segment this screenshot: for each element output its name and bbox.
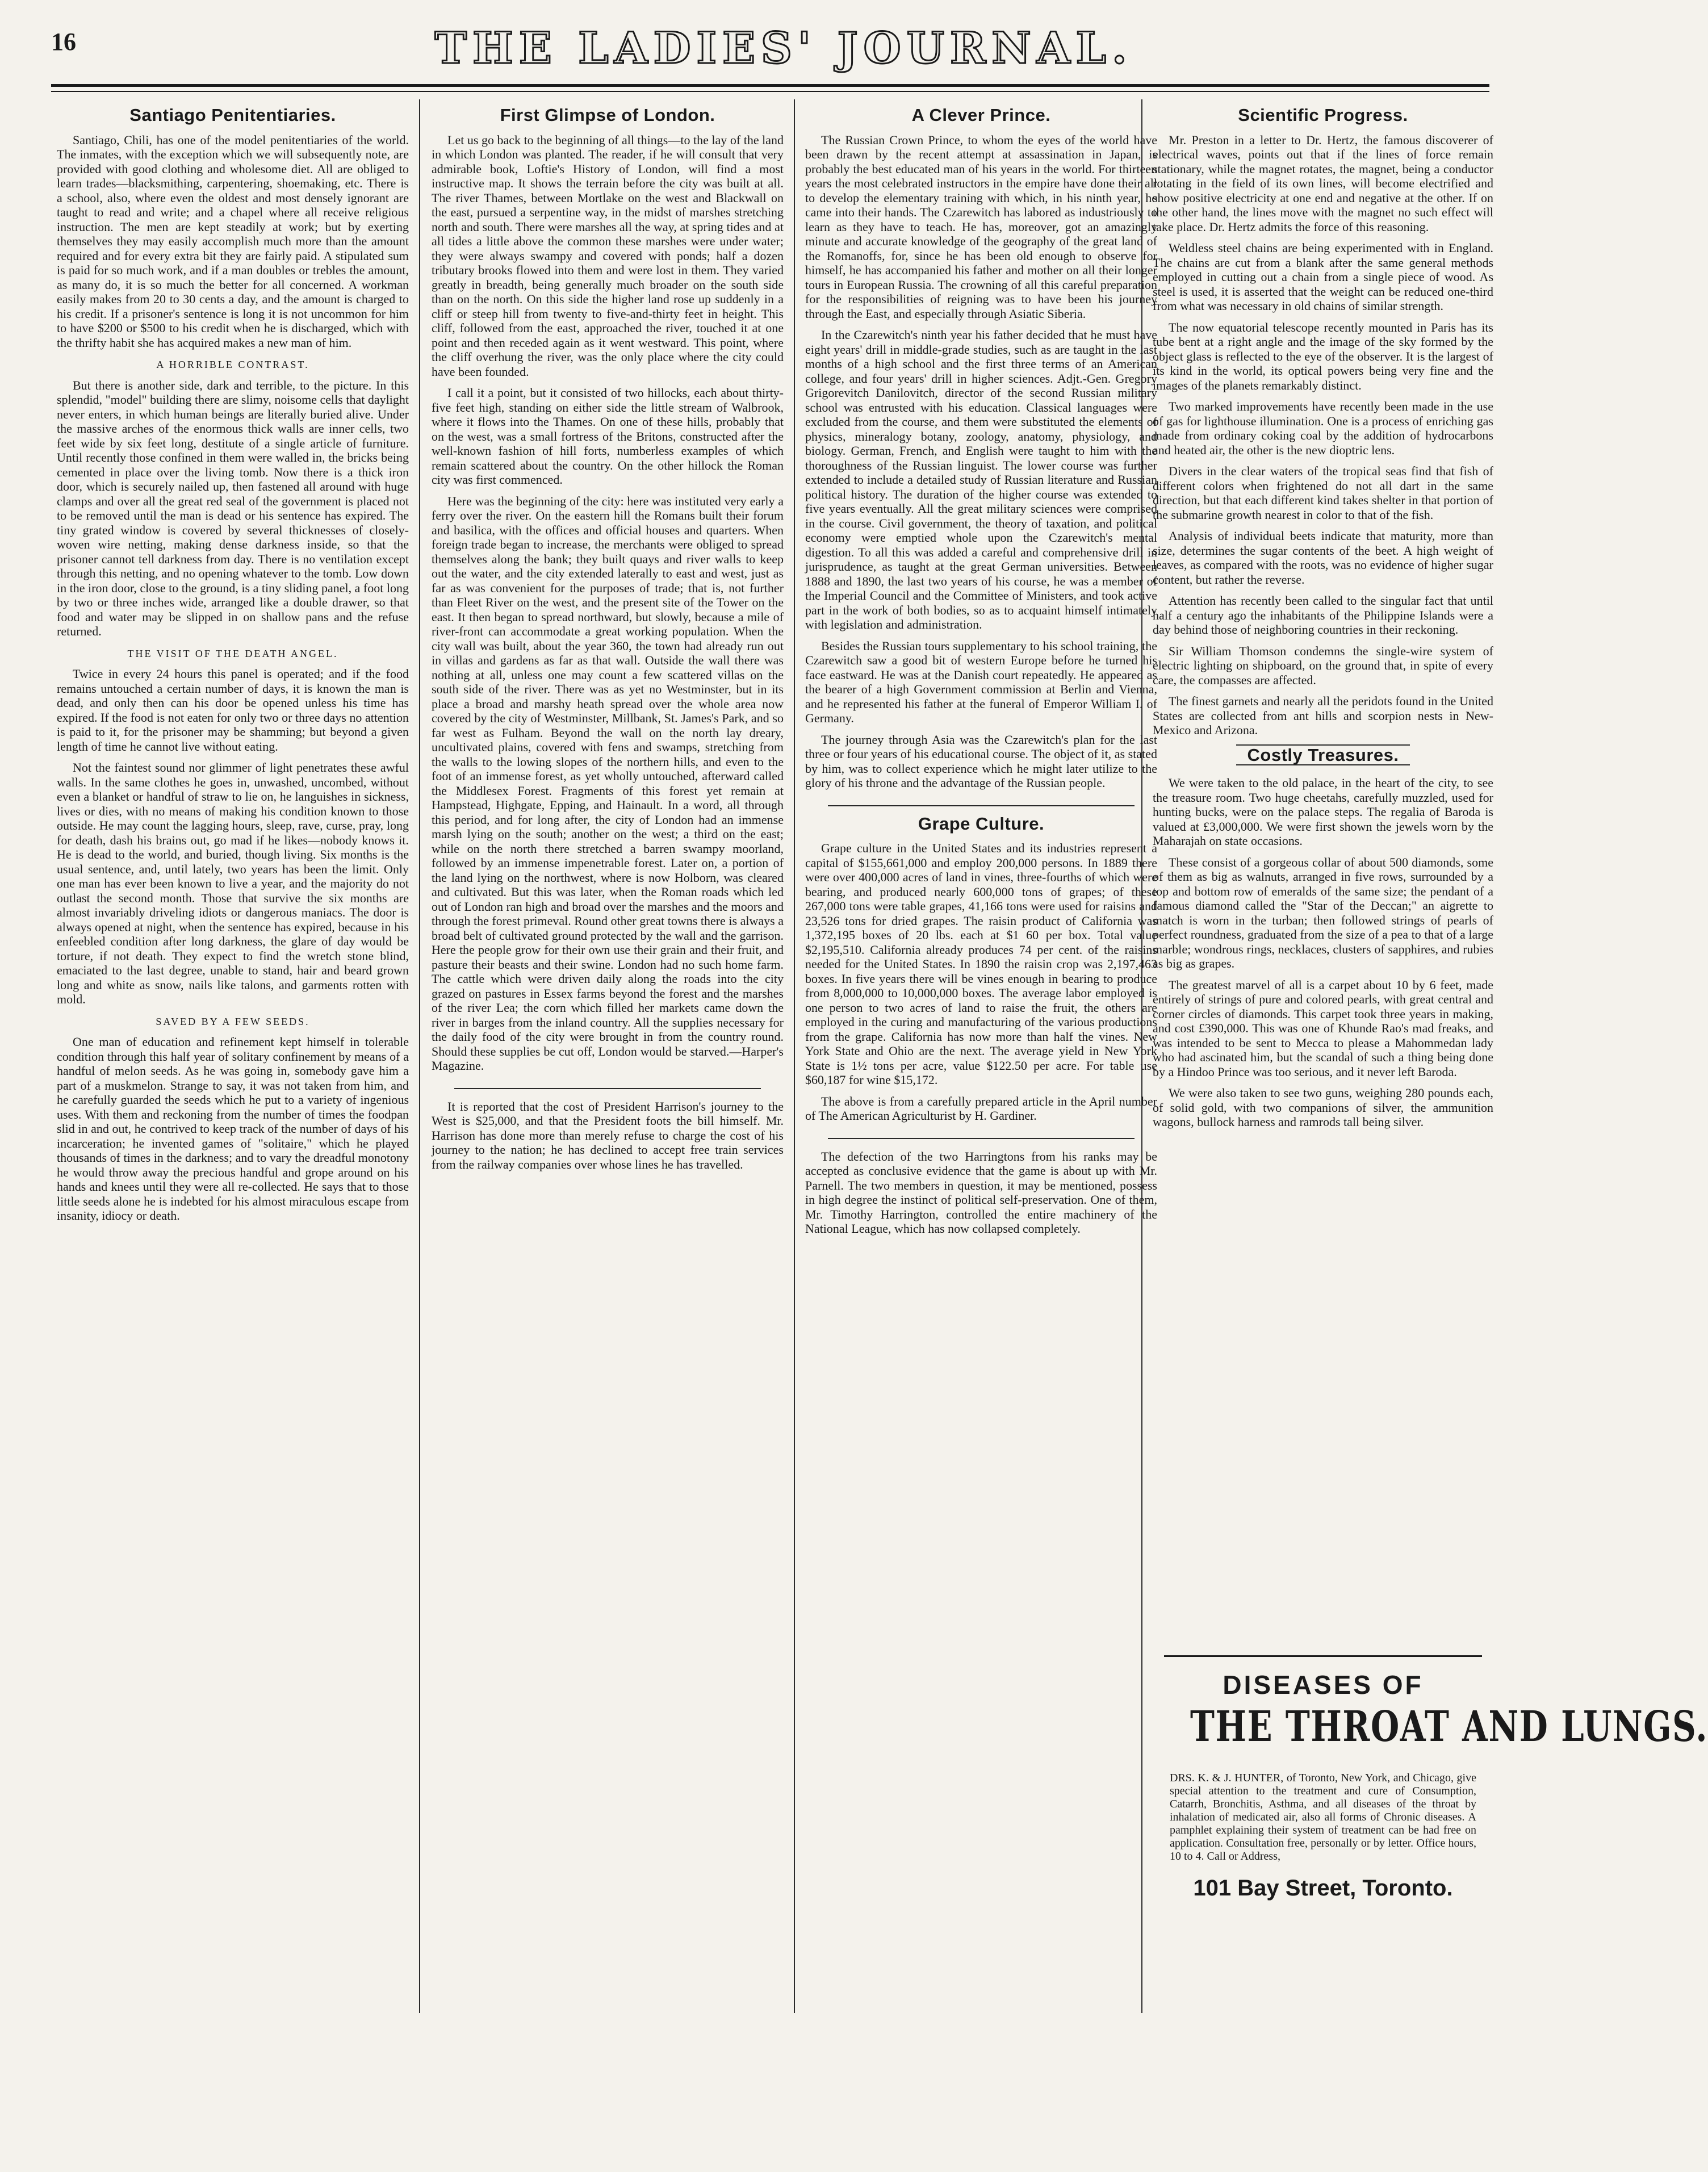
article-heading: Santiago Penitentiaries. xyxy=(129,105,336,125)
article-paragraph: These consist of a gorgeous collar of about 500 diamonds, some of them as big as walnuts, arranged in five rows, surrounded by a top and bottom row of emeralds of the same size; the pendant of a famous diamond called the "Star of the Deccan;" an aigrette to match is worn in the turban; then followed strings of pearls of perfect roundness, graduated from the size of a pea to that of a large marble; wondrous rings, necklaces, clusters of sapphires, and rubies as big as grapes. xyxy=(1153,855,1493,970)
section-divider xyxy=(828,1138,1135,1139)
article-subheading: A HORRIBLE CONTRAST. xyxy=(156,359,309,370)
article-paragraph: Santiago, Chili, has one of the model penitentiaries of the world. The inmates, with the exception which we will subsequently note, are provided with good clothing and wholesome diet. All are obliged to learn trades—blacksmithing, carpentering, shoemaking, etc. There is a school, also, where even the oldest and most densely ignorant are taught to read and write; and a chapel where all receive religious instruction. The men are kept steadily at work; but by exerting themselves they may easily accomplish much more than the amount required and for every extra bit they are fairly paid. A stipulated sum is paid for so much work, and if a man doubles or trebles the amount, as many do, it is so much the better for all concerned. A workman easily makes from 20 to 30 cents a day, and the amount is charged to his credit. If a prisoner's sentence is long it is not uncommon for him to have $200 or $500 to his credit when he is discharged, which with the thrifty habit she has acquired makes a new man of him. xyxy=(57,132,409,350)
ad-headline: DISEASES OF xyxy=(1223,1670,1424,1700)
article-first-glimpse-of-london xyxy=(432,102,784,1783)
article-paragraph: Twice in every 24 hours this panel is operated; and if the food remains untouched a certain number of days, it is known the man is dead, and only then can his door be opened unless his time has expired. If the food is not eaten for only two or three days no attention is paid to it, for the prisoner may be shamming; but beyond a given length of time he cannot live without eating. xyxy=(57,667,409,754)
masthead-rule xyxy=(51,84,1489,87)
column-divider xyxy=(419,99,420,2013)
article-paragraph: Grape culture in the United States and its industries represent a capital of $155,661,000 and employ 200,000 persons. In 1889 there were over 400,000 acres of land in vines, three-fourths of which were bearing, and produced nearly 600,000 tons of grapes; of these 267,000 tons were table grapes, 41,166 tons were used for raisins and 23,526 tons for dried grapes. The raisin product of California was 1,372,195 boxes of 20 lbs. each at $1 60 per box. Total value $2,195,510. California already produces 74 per cent. of the raisins needed for the United States. In 1890 the raisin crop was 2,197,463 boxes. In five years there will be vines enough in bearing to produce from 8,000,000 to 10,000,000 boxes. The average labor employed is one person to two acres of land to raise the fruit, the others are employed in the curing and manufacturing of the various productions from the grape. California has now more than half the vines. New York State and Ohio are the next. The average yield in New York State is 1½ tons per acre, value $122.50 per acre. For table use $60,187 for wine $15,172. xyxy=(805,841,1157,1087)
article-santiago-penitentiaries xyxy=(57,102,409,2010)
article-paragraph: Let us go back to the beginning of all things—to the lay of the land in which London was planted. The reader, if he will consult that very admirable book, Loftie's History of London, will find a most instructive map. It shows the terrain before the city was built at all. The river Thames, between Mortlake on the west and Blackwall on the east, pursued a serpentine way, in the midst of marshes stretching north and south. There were marshes all the way, at spring tides and at all tides a little above the common these marshes were under water; they were always swampy and covered with ponds; half a dozen tributary brooks flowed into them and were lost in them. They varied greatly in breadth, being generally much broader on the south side than on the north. On this side the higher land rose up suddenly in a cliff or steep hill from twenty to five-and-thirty feet in height. This cliff, followed from the east, approached the river, touched it at one point and then receded again as it went westward. This point, where the cliff overhung the river, was the only place where the city could have been founded. xyxy=(432,132,784,379)
article-paragraph: We were taken to the old palace, in the heart of the city, to see the treasure room. Two huge cheetahs, carefully muzzled, used for hunting bucks, were on the palace steps. The regalia of Baroda is valued at £3,000,000. We were first shown the jewels worn by the Maharajah on state occasions. xyxy=(1153,776,1493,848)
article-paragraph: But there is another side, dark and terrible, to the picture. In this splendid, "model" building there are slimy, noisome cells that daylight never enters, in which human beings are literally buried alive. Under the massive arches of the enormous thick walls are inner cells, two feet wide by six feet long, destitute of a single article of furniture. Until recently those confined in them were walled in, the bricks being cemented in place over the living tomb. Now there is a thick iron door, which is securely nailed up, then fastened all around with huge clamps and over all the great red seal of the government is placed not to be removed until the man is dead or his sentence has expired. The tiny grated window is covered by several thicknesses of closely-woven wire netting, making dense darkness inside, so that the prisoner cannot tell darkness from day. There is no ventilation except through this netting, and no opening whatever to the tomb. Low down in the iron door, close to the ground, is a tiny sliding panel, a foot long by two or three inches wide, arranged like a double drawer, so that food and water may be slipped in on shallow pans and the refuse returned. xyxy=(57,378,409,638)
article-paragraph: The greatest marvel of all is a carpet about 10 by 6 feet, made entirely of strings of pure and colored pearls, with great central and corner circles of diamonds. This carpet took three years in making, and cost £390,000. This was one of Khunde Rao's mad freaks, and was intended to be sent to Mecca to please a Mahommedan lady who had ascinated him, but the scandal of such a thing being done by a Hindoo Prince was too serious, and it never left Baroda. xyxy=(1153,977,1493,1079)
ad-body-text: DRS. K. & J. HUNTER, of Toronto, New York, and Chicago, give special attention to the treatment and cure of Consumption, Catarrh, Bronchitis, Asthma, and all diseases of the throat by inhalation of medicated air, also all forms of Chronic diseases. A pamphlet explaining their system of treatment can be had free on application. Consultation free, personally or by letter. Office hours, 10 to 4. Call or Address, xyxy=(1170,1772,1476,1863)
article-paragraph: Here was the beginning of the city: here was instituted very early a ferry over the river. On the eastern hill the Romans built their forum and basilica, with the offices and official houses and quarters. When foreign trade began to increase, the merchants were obliged to spread themselves along the bank; they built quays and river walls to keep out the water, and the city extended laterally to east and west, just as far as was convenient for the purposes of trade; that is, not further than Fleet River on the west, and the present site of the Tower on the east. It then began to spread northward, but slowly, because a mile of river-front can accommodate a great working population. When the city wall was built, about the year 360, the town had already run out in villas and gardens as far as that wall. Outside the wall there was nothing at all, unless one may count a few scattered villas on the south side of the river. There was as yet no Westminster, but in its place a broad and marshy heath spread over the whole area now covered by the city of Westminster, Millbank, St. James's Park, and so far west as Fulham. Beyond the wall on the north lay dreary, uncultivated plains, covered with fens and swamps, stretching from the walls to the lowing slopes of the northern hills, and even to the foot of an immense forest, as yet wholly untouched, afterward called the Middlesex Forest. Fragments of this forest yet remain at Hampstead, Highgate, Epping, and Hainault. In a word, all through this period, and for long after, the city of London had an immense marsh lying on the south; another on the west; a third on the east; while on the north there stretched a barren swampy moorland, followed by an immense impenetrable forest. Later on, a portion of the land lying on the northwest, where is now Holborn, was cleared and cultivated. But this was later, when the Roman roads which led out of London ran high and broad over the marshes and the moors and through the forest primeval. Round other great towns there is always a broad belt of cultivated ground protected by the wall and the garrison. Here the people grow for their own use their grain and their fruit, and pasture their beasts and their swine. London had no such home farm. The cattle which were driven daily along the roads into the city grazed on pastures in Essex farms beyond the forest and the marshes of the river Lea; the corn which filled her markets came down the river in barges from the inland country. All the supplies necessary for the daily food of the city were brought in from the country round. Should these supplies be cut off, London would be starved.—Harper's Magazine. xyxy=(432,493,784,1073)
ad-top-rule xyxy=(1164,1655,1482,1657)
article-paragraph: The finest garnets and nearly all the peridots found in the United States are collected from ant hills and scorpion nests in New-Mexico and Arizona. xyxy=(1153,694,1493,737)
article-paragraph: Not the faintest sound nor glimmer of light penetrates these awful walls. In the same clothes he goes in, unwashed, uncombed, without even a blanket or handful of straw to lie on, he languishes in sickness, lives or dies, with no means of making his condition known to those outside. He may count the lagging hours, sleep, rave, curse, pray, long for death, dash his brains out, go mad if he likes—nobody knows it. He is dead to the world, and buried, though living. Six months is the usual sentence, and, until lately, two years has been the limit. Only one man has ever been known to live a year, and the majority do not outlast the second month. Those that survive the six months are almost invariably driveling idiots or dangerous maniacs. The door is always opened at night, when the sentence has expired, because in his enfeebled condition after long darkness, the glare of day would be torture, if not death. They expect to find the wretch stone blind, emaciated to the last degree, unable to stand, hair and beard grown long and white as snow, nails like talons, and garments rotten with mold. xyxy=(57,760,409,1006)
article-subheading: THE VISIT OF THE DEATH ANGEL. xyxy=(127,647,338,659)
column-divider xyxy=(794,99,795,2013)
article-paragraph: Mr. Preston in a letter to Dr. Hertz, the famous discoverer of electrical waves, points out that if the lines of force remain stationary, while the magnet rotates, the magnet, being a conductor rotating in the field of its own lines, will become electrified and show positive electricity at one end and negative at the other. If on the other hand, the lines move with the magnet no such effect will take place. Dr. Hertz admits the force of this reasoning. xyxy=(1153,132,1493,234)
masthead-title: THE LADIES' JOURNAL. xyxy=(434,23,1133,73)
article-heading: A Clever Prince. xyxy=(911,105,1051,125)
article-paragraph: One man of education and refinement kept himself in tolerable condition through this half year of solitary confinement by means of a handful of melon seeds. As he was going in, somebody gave him a part of a muskmelon. Strange to say, it was not taken from him, and he carefully guarded the seeds which he put to a variety of ingenious uses. With them and reckoning from the number of times the foodpan slid in and out, he contrived to keep track of the number of days of his incarceration; he invented games of "solitaire," which he played thousands of times in the darkness; and to vary the dreadful monotony he would throw away the precious handful and grope around on his hands and knees until they were all re-collected. He says that to those little seeds alone he is indebted for his almost miraculous escape from insanity, idiocy or death. xyxy=(57,1035,409,1223)
article-paragraph: Attention has recently been called to the singular fact that until half a century ago the inhabitants of the Philippine Islands were a day behind those of neighboring countries in their reckoning. xyxy=(1153,593,1493,637)
page-number: 16 xyxy=(51,28,76,56)
article-paragraph: The above is from a carefully prepared article in the April number of The American Agriculturist by H. Gardiner. xyxy=(805,1094,1157,1123)
article-heading: Scientific Progress. xyxy=(1238,105,1408,125)
article-paragraph: Besides the Russian tours supplementary to his school training, the Czarewitch saw a good bit of western Europe before he turned his face eastward. He was at the Danish court repeatedly. He appeared as the bearer of a high Government commission at Berlin and Vienna, and he represented his father at the funeral of Emperor William I. of Germany. xyxy=(805,638,1157,725)
article-paragraph: The now equatorial telescope recently mounted in Paris has its tube bent at a right angle and the image of the sky formed by the object glass is reflected to the eye of the observer. It is the largest of its kind in the world, its optical powers being very fine and the images of the planets remarkably distinct. xyxy=(1153,320,1493,392)
masthead-rule-thin xyxy=(51,91,1489,92)
article-paragraph: I call it a point, but it consisted of two hillocks, each about thirty-five feet high, standing on either side the little stream of Walbrook, where it flows into the Thames. On one of these hills, probably that on the west, was a small fortress of the Britons, constructed after the well-known fashion of hill forts, numberless examples of which remain scattered about the country. On the other hillock the Roman city was first commenced. xyxy=(432,386,784,487)
article-scientific-progress xyxy=(1153,102,1493,1351)
article-heading: First Glimpse of London. xyxy=(500,105,715,125)
article-a-clever-prince xyxy=(805,102,1157,2073)
article-paragraph: Weldless steel chains are being experimented with in England. The chains are cut from a blank after the same general methods employed in cutting out a chain from a single piece of wood. As steel is used, it is asserted that the weight can be reduced one-third from what was necessary in old chains of similar strength. xyxy=(1153,241,1493,313)
article-paragraph: Sir William Thomson condemns the single-wire system of electric lighting on shipboard, on the ground that, in spite of every care, the compasses are affected. xyxy=(1153,643,1493,687)
section-divider xyxy=(828,805,1135,806)
article-subheading: SAVED BY A FEW SEEDS. xyxy=(156,1015,310,1027)
article-paragraph: Divers in the clear waters of the tropical seas find that fish of different colors when frightened do not all dart in the same direction, but that each different kind takes shelter in that portion of the submarine growth nearest in color to that of the fish. xyxy=(1153,464,1493,522)
article-paragraph: The Russian Crown Prince, to whom the eyes of the world have been drawn by the recent attempt at assassination in Japan, is probably the best educated man of his years in the world. For thirteen years the most celebrated instructors in the empire have done their all to develop the elementary training with which, in his ninth year, he came into their hands. The Czarewitch has labored as industriously to learn as they have to teach. He has, moreover, got an amazingly minute and accurate knowledge of the geography of the great land of the Romanoffs, for, since he has been old enough to observe for himself, he has accompanied his father and mother on all their longer tours in European Russia. The crowning of all this careful preparation for the responsibilities of reigning was to have been his journey through the East, and especially through Asiatic Siberia. xyxy=(805,132,1157,321)
ad-subheadline: THE THROAT AND LUNGS. xyxy=(1190,1702,1708,1751)
news-item: It is reported that the cost of President Harrison's journey to the West is $25,000, and that the President foots the bill himself. Mr. Harrison has done more than merely refuse to charge the cost of his journey to the nation; he has declined to accept free train services from the railway companies over whose lines he has travelled. xyxy=(432,1099,784,1171)
article-paragraph: Two marked improvements have recently been made in the use of gas for lighthouse illumination. One is a process of enriching gas made from ordinary coking coal by the addition of hydrocarbons and heated air, the other is the new dioptric lens. xyxy=(1153,399,1493,457)
article-paragraph: Analysis of individual beets indicate that maturity, more than size, determines the sugar contents of the beet. A high weight of leaves, as compared with the roots, was no evidence of higher sugar content, but rather the reverse. xyxy=(1153,529,1493,587)
article-heading-grape-culture: Grape Culture. xyxy=(918,813,1045,834)
advertisement-throat-lungs xyxy=(1153,1655,1708,2019)
article-paragraph: In the Czarewitch's ninth year his father decided that he must have eight years' drill in middle-grade studies, such as are taught in the last months of a high school and the first three terms of an American college, and four years' drill in higher sciences. Adjt.-Gen. Gregory Grigorevitch Danilovitch, director of the second Russian military school was entrusted with his education. Classical languages were excluded from the course, and them were substituted the elements of physics, mineralogy botany, zoology, anatomy, physiology, and biology. German, French, and English were taught to him with the thoroughness of the Russian linguist. The lower course was further extended to include a detailed study of Russian literature and Russian political history. The duration of the higher course was extended to five years eventually. All the great military sciences were comprised in the course. Civil government, the theory of taxation, and political economy were emptied whole upon the Czarewitch's mental digestion. To all this was added a careful and comprehensive drill in jurisprudence, as taught at the great German universities. Between 1888 and 1890, the last two years of his course, he was a member of the Imperial Council and the Committee of Ministers, and took active part in the work of both bodies, so as to acquaint himself intimately with legislation and administration. xyxy=(805,328,1157,631)
section-divider xyxy=(454,1088,761,1089)
ad-address: 101 Bay Street, Toronto. xyxy=(1193,1876,1453,1901)
article-heading-costly-treasures: Costly Treasures. xyxy=(1236,744,1410,766)
news-item: The defection of the two Harringtons from his ranks may be accepted as conclusive evidence that the game is about up with Mr. Parnell. The two members in question, it may be mentioned, possess in high degree the instinct of political self-preservation. One of them, Mr. Timothy Harrington, controlled the entire machinery of the National League, which has now collapsed completely. xyxy=(805,1149,1157,1236)
article-paragraph: The journey through Asia was the Czarewitch's plan for the last three or four years of his educational course. The object of it, as stated by him, was to collect experience which he might later utilize to the glory of his throne and the advantage of the Russian people. xyxy=(805,732,1157,790)
article-paragraph: We were also taken to see two guns, weighing 280 pounds each, of solid gold, with two companions of silver, the ammunition wagons, bullock harness and ramrods tall being silver. xyxy=(1153,1086,1493,1129)
